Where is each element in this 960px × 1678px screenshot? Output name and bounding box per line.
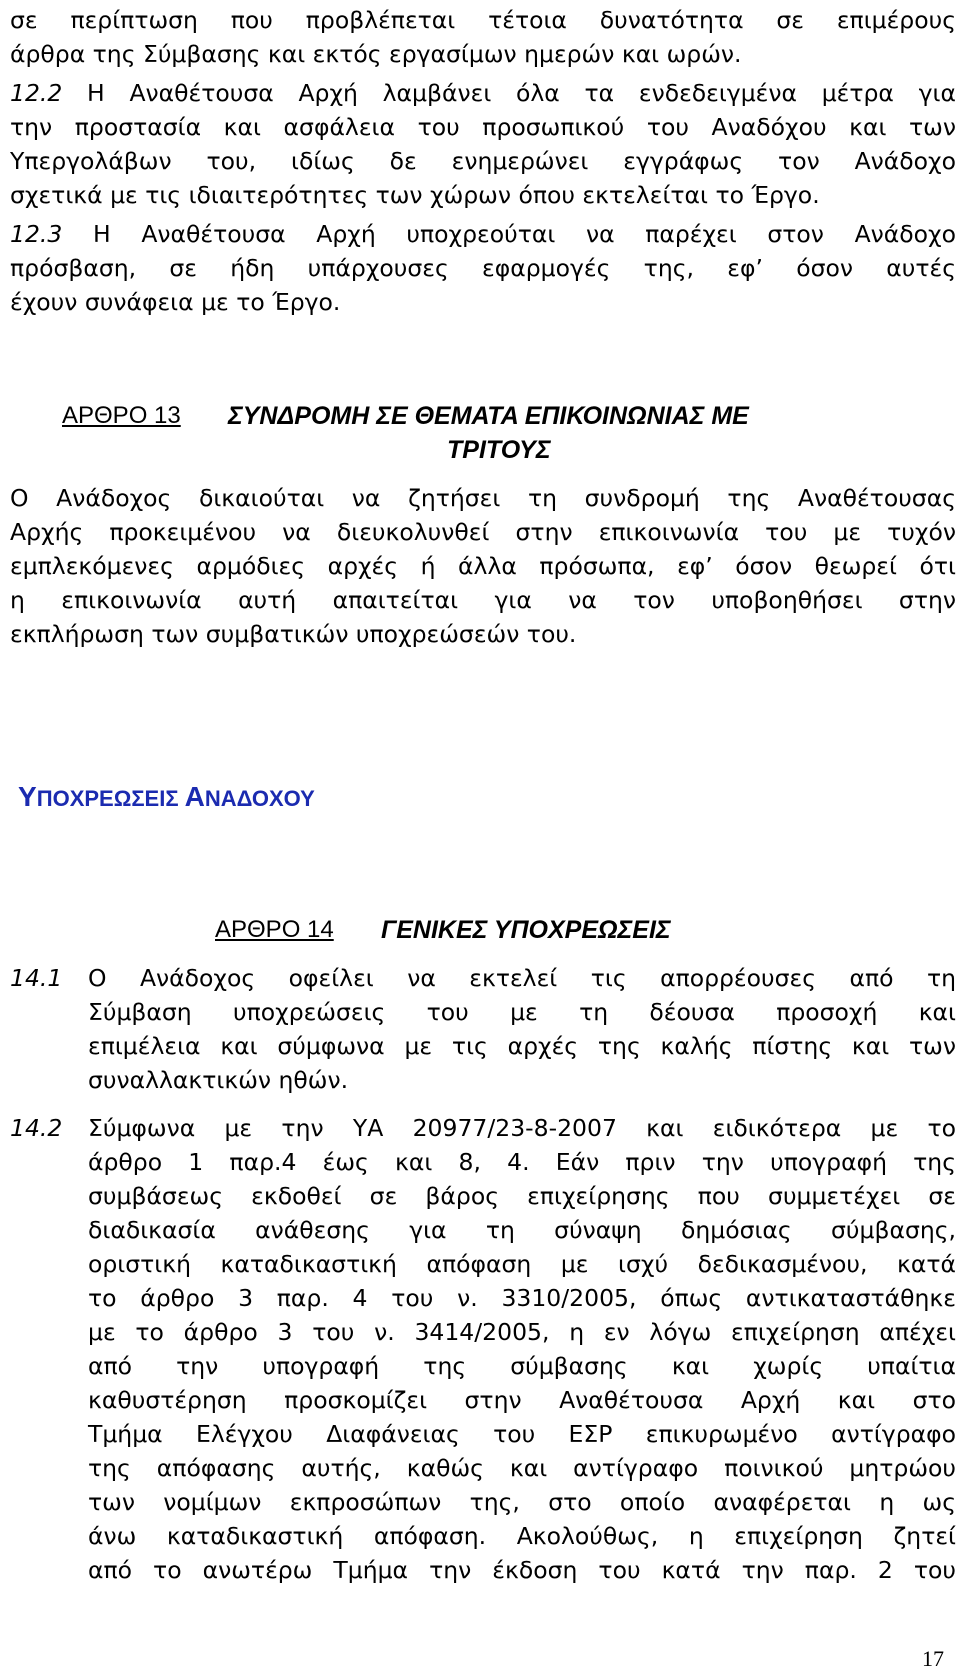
paragraph-line: Ο Ανάδοχος οφείλει να εκτελεί τις απορρέουσες από τη: [88, 964, 956, 992]
article-13-title-cont: ΤΡΙΤΟΥΣ: [447, 436, 551, 464]
paragraph-line: συναλλακτικών ηθών.: [88, 1066, 349, 1094]
section-heading: [18, 779, 315, 820]
paragraph-line: καθυστέρηση προσκομίζει στην Αναθέτουσα Αρχή και στο: [88, 1386, 956, 1414]
clause-number: 12.2: [10, 79, 63, 107]
paragraph-line: άρθρο 1 παρ.4 έως και 8, 4. Εάν πριν την υπογραφή της: [88, 1148, 956, 1176]
paragraph-line: επιμέλεια και σύμφωνα με τις αρχές της καλής πίστης και των: [88, 1032, 956, 1060]
article-13-title: ΣΥΝΔΡΟΜΗ ΣΕ ΘΕΜΑΤΑ ΕΠΙΚΟΙΝΩΝΙΑΣ ΜΕ: [228, 402, 749, 430]
paragraph-line: συμβάσεως εκδοθεί σε βάρος επιχείρησης που συμμετέχει σε: [88, 1182, 956, 1210]
paragraph-line: οριστική καταδικαστική απόφαση με ισχύ δεδικασμένου, κατά: [88, 1250, 956, 1278]
clause-text: Η Αναθέτουσα Αρχή λαμβάνει όλα τα ενδεδειγμένα μέτρα για: [62, 79, 956, 107]
paragraph-line: εμπλεκόμενες αρμόδιες αρχές ή άλλα πρόσωπα, εφ’ όσον θεωρεί ότι: [10, 552, 956, 580]
paragraph-line: Σύμβαση υποχρεώσεις του με τη δέουσα προσοχή και: [88, 998, 956, 1026]
clause-number: 12.3: [10, 220, 63, 248]
paragraph-line: Σύμφωνα με την ΥΑ 20977/23-8-2007 και ειδικότερα με το: [88, 1114, 956, 1142]
paragraph-line: το άρθρο 3 παρ. 4 του ν. 3310/2005, όπως αντικαταστάθηκε: [88, 1284, 956, 1312]
paragraph-line: με το άρθρο 3 του ν. 3414/2005, η εν λόγω επιχείρηση απέχει: [88, 1318, 956, 1346]
article-14-label: ΑΡΘΡΟ 14: [215, 916, 334, 943]
clause-number: 14.2: [10, 1114, 63, 1142]
clause-12-3: [10, 218, 956, 250]
paragraph-line: Τμήμα Ελέγχου Διαφάνειας του ΕΣΡ επικυρωμένο αντίγραφο: [88, 1420, 956, 1448]
paragraph-line: από το ανωτέρω Τμήμα την έκδοση του κατά την παρ. 2 του: [88, 1556, 956, 1584]
paragraph-line: Υπεργολάβων του, ιδίως δε ενημερώνει εγγράφως τον Ανάδοχο: [10, 147, 956, 175]
section-heading-rest: ΠΟΧΡΕΩΣΕΙΣ: [36, 786, 185, 811]
paragraph-line: σχετικά με τις ιδιαιτερότητες των χώρων όπου εκτελείται το Έργο.: [10, 181, 820, 209]
section-heading-initial: Α: [184, 781, 205, 812]
paragraph-line: εκπλήρωση των συμβατικών υποχρεώσεών του.: [10, 620, 577, 648]
section-heading-rest: ΝΑΔΟΧΟΥ: [204, 786, 315, 811]
paragraph-line: Αρχής προκειμένου να διευκολυνθεί στην επικοινωνία του με τυχόν: [10, 518, 956, 546]
clause-12-2: [10, 77, 956, 109]
paragraph-line: την προστασία και ασφάλεια του προσωπικού του Αναδόχου και των: [10, 113, 956, 141]
paragraph-line: των νομίμων εκπροσώπων της, στο οποίο αναφέρεται η ως: [88, 1488, 956, 1516]
paragraph-line: της απόφασης αυτής, καθώς και αντίγραφο ποινικού μητρώου: [88, 1454, 956, 1482]
paragraph-line: από την υπογραφή της σύμβασης και χωρίς υπαίτια: [88, 1352, 956, 1380]
clause-text: Η Αναθέτουσα Αρχή υποχρεούται να παρέχει στον Ανάδοχο: [62, 220, 956, 248]
paragraph-line: πρόσβαση, σε ήδη υπάρχουσες εφαρμογές της, εφ’ όσον αυτές: [10, 254, 956, 282]
article-14-title: ΓΕΝΙΚΕΣ ΥΠΟΧΡΕΩΣΕΙΣ: [381, 916, 671, 944]
section-heading-initial: Υ: [18, 781, 37, 812]
page-number: 17: [922, 1646, 944, 1671]
paragraph-line: άνω καταδικαστική απόφαση. Ακολούθως, η επιχείρηση ζητεί: [88, 1522, 956, 1550]
paragraph-line: Ο Ανάδοχος δικαιούται να ζητήσει τη συνδρομή της Αναθέτουσας: [10, 484, 956, 512]
clause-number: 14.1: [10, 964, 63, 992]
paragraph-line: διαδικασία ανάθεσης για τη σύναψη δημόσιας σύμβασης,: [88, 1216, 956, 1244]
paragraph-line: άρθρα της Σύμβασης και εκτός εργασίμων ημερών και ωρών.: [10, 40, 742, 68]
paragraph-line: σε περίπτωση που προβλέπεται τέτοια δυνατότητα σε επιμέρους: [10, 6, 956, 34]
article-13-label: ΑΡΘΡΟ 13: [62, 402, 181, 429]
paragraph-line: η επικοινωνία αυτή απαιτείται για να τον υποβοηθήσει στην: [10, 586, 956, 614]
paragraph-line: έχουν συνάφεια με το Έργο.: [10, 288, 341, 316]
